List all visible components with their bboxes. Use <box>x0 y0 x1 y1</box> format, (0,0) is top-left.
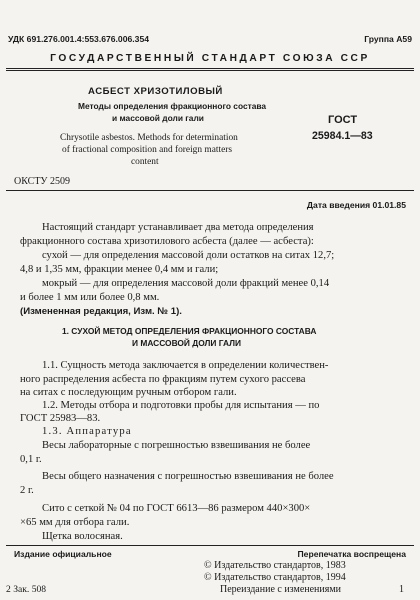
section-line: Сито с сеткой № 04 по ГОСТ 6613—86 размером 440×300× <box>42 503 311 514</box>
section-line: ного распределения асбеста по фракциям путем сухого рассева <box>20 374 306 385</box>
order-number: 2 Зак. 508 <box>6 584 47 595</box>
section-line: 0,1 г. <box>20 454 42 465</box>
footer-divider <box>6 545 414 546</box>
gost-label: ГОСТ <box>328 114 358 126</box>
reissue-note: Переиздание с изменениями <box>220 584 342 595</box>
intro-date: Дата введения 01.01.85 <box>306 200 406 210</box>
intro-line: Настоящий стандарт устанавливает два метода определения <box>42 222 314 233</box>
en-subtitle-line-2: of fractional composition and foreign matters <box>62 145 232 155</box>
section-title-line-1: 1. СУХОЙ МЕТОД ОПРЕДЕЛЕНИЯ ФРАКЦИОННОГО СОСТАВА <box>62 326 317 336</box>
header-divider-bottom <box>6 70 414 71</box>
standard-name: АСБЕСТ ХРИЗОТИЛОВЫЙ <box>88 86 223 97</box>
ru-subtitle-line-1: Методы определения фракционного состава <box>78 101 267 111</box>
intro-line: и более 1 мм или более 0,8 мм. <box>20 292 160 303</box>
section-line: ×65 мм для отбора гали. <box>20 517 130 528</box>
okstu-divider <box>6 190 414 191</box>
section-line: 1.3. Аппаратура <box>42 426 132 437</box>
official-edition: Издание официальное <box>14 549 112 559</box>
copyright-1983: © Издательство стандартов, 1983 <box>204 560 346 571</box>
group-code: Группа А59 <box>364 34 412 44</box>
state-standard-title: ГОСУДАРСТВЕННЫЙ СТАНДАРТ СОЮЗА ССР <box>50 53 370 64</box>
section-line: 1.1. Сущность метода заключается в определении количествен- <box>42 360 329 371</box>
section-line: 1.2. Методы отбора и подготовки пробы для испытания — по <box>42 400 320 411</box>
intro-line: 4,8 и 1,35 мм, фракции менее 0,4 мм и гали; <box>20 264 219 275</box>
en-subtitle-line-1: Chrysotile asbestos. Methods for determination <box>60 133 238 143</box>
section-line: Весы общего назначения с погрешностью взвешивания не более <box>42 471 334 482</box>
header-divider-top <box>6 68 414 69</box>
intro-line: мокрый — для определения массовой доли фракций менее 0,14 <box>42 278 330 289</box>
section-line: на ситах с последующим ручным отбором гали. <box>20 387 237 398</box>
copyright-1994: © Издательство стандартов, 1994 <box>204 572 346 583</box>
section-title-line-2: И МАССОВОЙ ДОЛИ ГАЛИ <box>132 338 242 348</box>
ru-subtitle-line-2: и массовой доли гали <box>112 113 204 123</box>
section-line: 2 г. <box>20 485 34 496</box>
section-line: Весы лабораторные с погрешностью взвешивания не более <box>42 440 311 451</box>
intro-line: фракционного состава хризотилового асбеста (далее — асбеста): <box>20 236 314 247</box>
edit-note: (Измененная редакция, Изм. № 1). <box>20 306 182 317</box>
page-number: 1 <box>399 584 404 595</box>
reprint-prohibited: Перепечатка воспрещена <box>297 549 406 559</box>
section-line: ГОСТ 25983—83. <box>20 413 101 424</box>
udk-code: УДК 691.276.001.4:553.676.006.354 <box>8 34 149 44</box>
section-line: Щетка волосяная. <box>42 531 123 542</box>
gost-number: 25984.1—83 <box>312 130 373 142</box>
en-subtitle-line-3: content <box>131 157 159 167</box>
okstu-code: ОКСТУ 2509 <box>14 176 71 187</box>
intro-line: сухой — для определения массовой доли остатков на ситах 12,7; <box>42 250 335 261</box>
